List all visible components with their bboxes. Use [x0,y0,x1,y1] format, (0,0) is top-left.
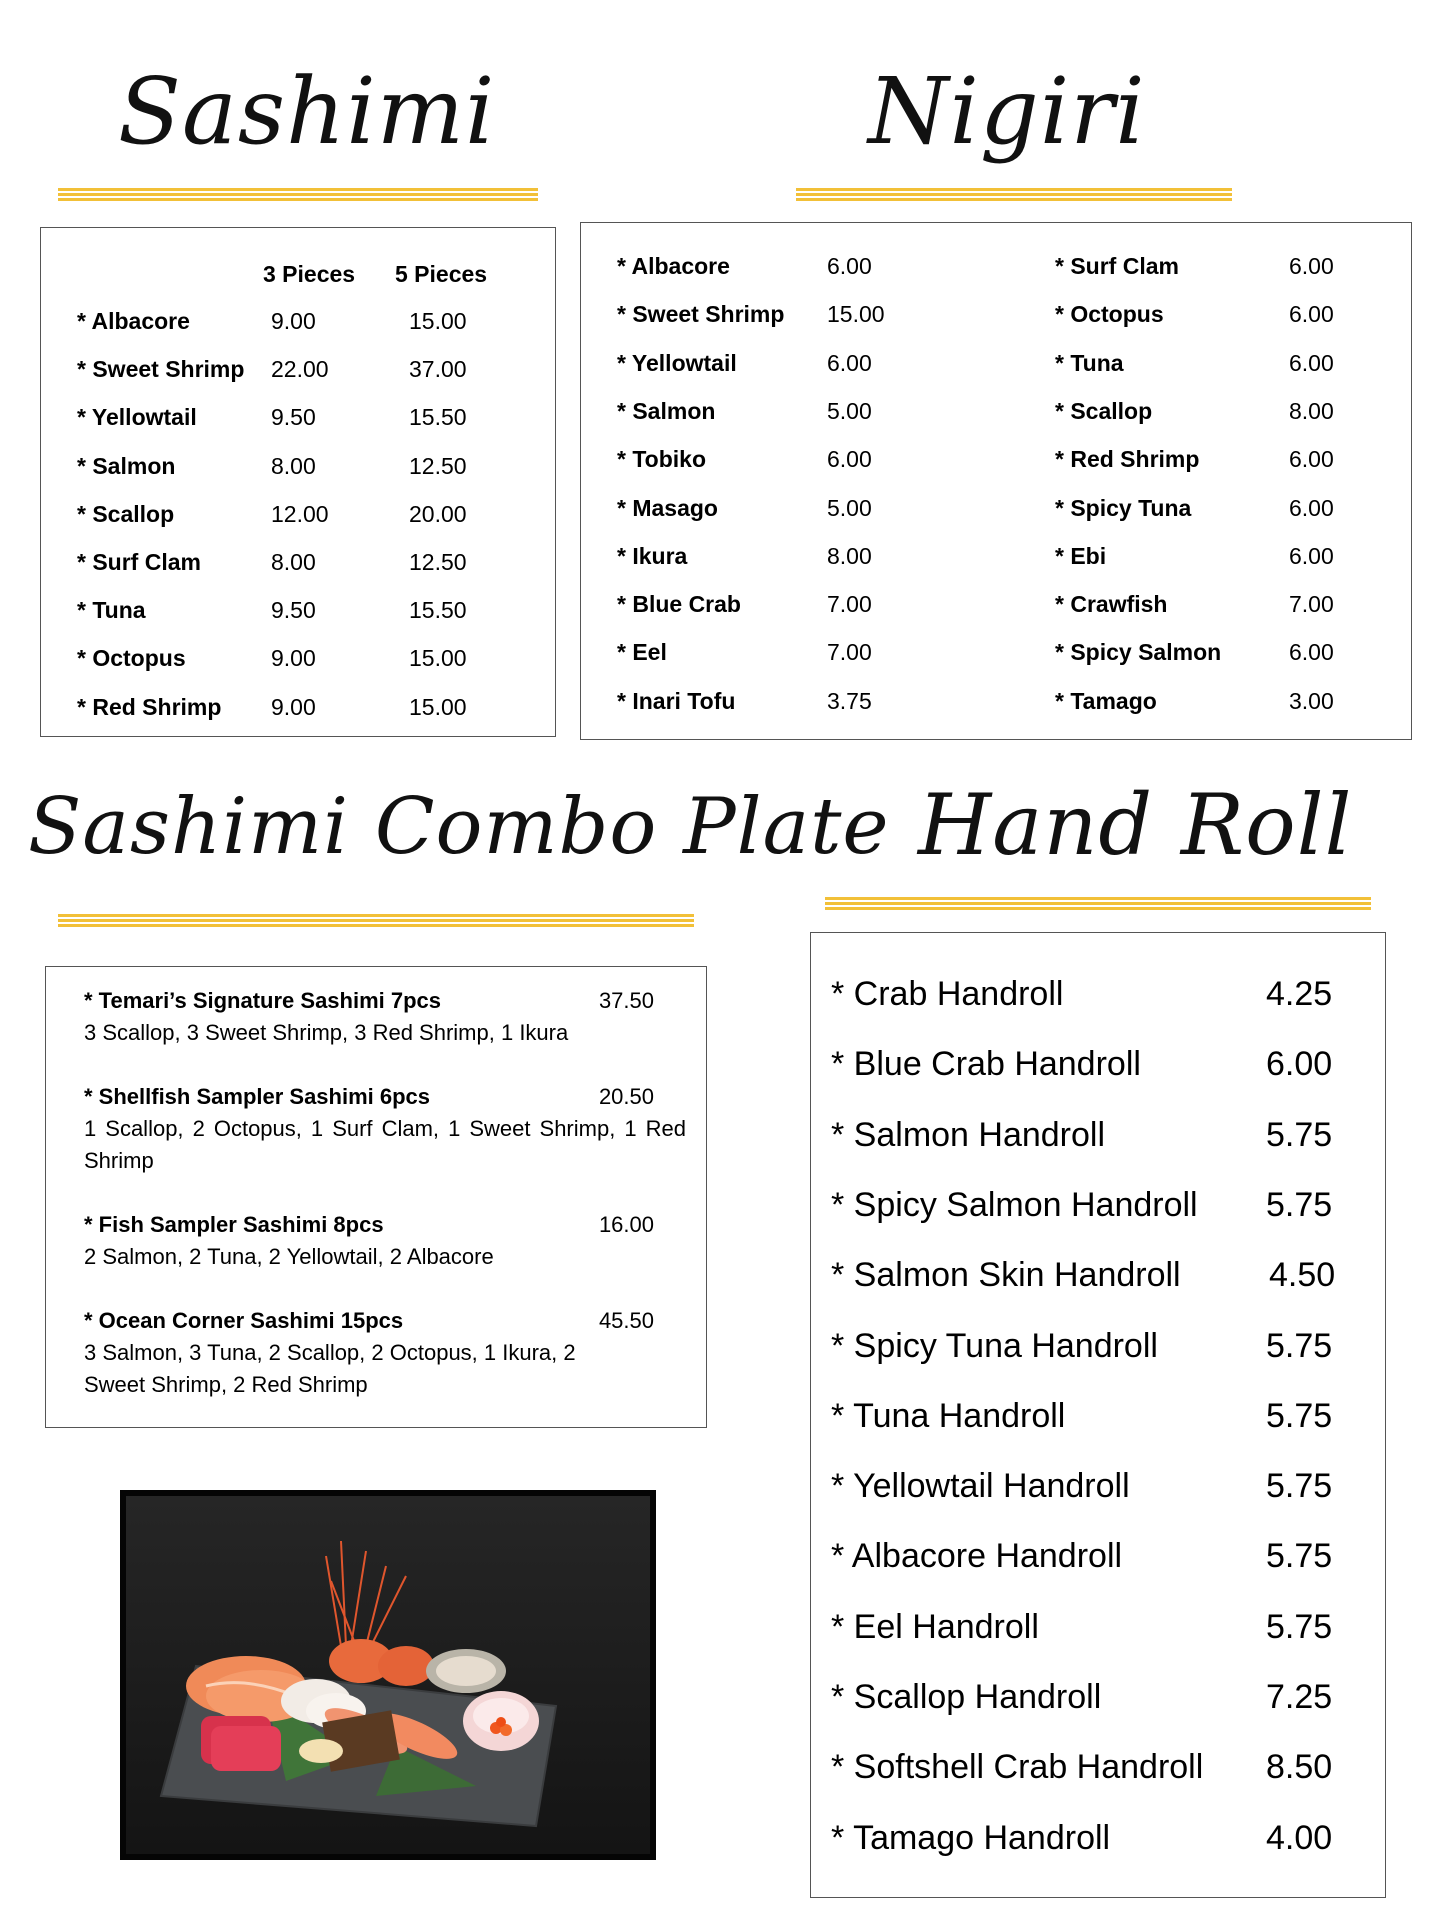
sashimi-plate-illustration [126,1496,650,1854]
sashimi-price-5pcs: 15.00 [409,693,467,720]
sashimi-price-5pcs: 20.00 [409,500,467,527]
nigiri-title-underline [796,188,1232,202]
handroll-item-price: 7.25 [1266,1678,1333,1716]
combo-item [84,1209,686,1273]
combo-item [84,985,686,1049]
handroll-item-price: 5.75 [1266,1537,1333,1576]
sashimi-price-3pcs: 9.00 [271,645,316,672]
combo-item-name: * Fish Sampler Sashimi 8pcs [84,1212,384,1237]
sashimi-item-name: * Tuna [77,597,146,624]
sashimi-column-header [41,261,555,293]
combo-item [84,1305,686,1401]
sashimi-item-row [41,597,555,629]
handroll-item-row [811,1537,1385,1587]
combo-item-name: * Temari’s Signature Sashimi 7pcs [84,988,442,1013]
sashimi-item-row [41,501,555,533]
combo-item-price: 45.50 [598,1308,654,1333]
nigiri-item-name: * Spicy Tuna [1055,494,1192,521]
sashimi-title: Sashimi [118,58,496,165]
combo-item-header [84,1305,686,1337]
nigiri-item-price: 6.00 [1289,542,1334,569]
handroll-item-name: * Softshell Crab Handroll [831,1748,1204,1787]
handroll-item-row [811,1678,1385,1728]
handroll-item-price: 4.50 [1269,1256,1336,1295]
nigiri-item-name: * Red Shrimp [1055,446,1200,473]
combo-item-description: 3 Salmon, 3 Tuna, 2 Scallop, 2 Octopus, 1 Ikura, 2 Sweet Shrimp, 2 Red Shrimp [84,1340,576,1397]
nigiri-item-price: 6.00 [1289,639,1334,666]
sashimi-price-3pcs: 9.50 [271,597,316,624]
nigiri-item-price: 15.00 [827,301,885,328]
nigiri-item-price: 6.00 [1289,301,1334,328]
sashimi-plate-photo [120,1490,656,1860]
nigiri-item-price: 6.00 [827,446,872,473]
nigiri-item-row [581,398,1411,430]
nigiri-item-row [581,446,1411,478]
nigiri-item-name: * Eel [617,639,667,666]
sashimi-item-row [41,645,555,677]
handroll-item-name: * Salmon Skin Handroll [831,1256,1181,1295]
handroll-item-price: 4.25 [1266,975,1333,1013]
handroll-title: Hand Roll [918,776,1353,874]
nigiri-item-price: 6.00 [1289,253,1334,279]
handroll-item-price: 5.75 [1266,1467,1333,1506]
nigiri-item-name: * Octopus [1055,301,1164,328]
nigiri-item-row [581,543,1411,575]
sashimi-price-box [40,227,556,737]
handroll-item-row [811,1608,1385,1658]
nigiri-item-name: * Scallop [1055,397,1153,424]
handroll-item-name: * Blue Crab Handroll [831,1045,1141,1084]
sashimi-price-3pcs: 8.00 [271,549,316,575]
combo-item-description: 2 Salmon, 2 Tuna, 2 Yellowtail, 2 Albacore [84,1244,494,1269]
nigiri-item-row [581,301,1411,333]
handroll-item-row [811,1116,1385,1166]
sashimi-col-3-pieces: 3 Pieces [263,261,356,287]
sashimi-price-3pcs: 9.00 [271,308,316,334]
handroll-item-price: 4.00 [1266,1818,1333,1857]
handroll-item-price: 5.75 [1266,1185,1333,1224]
sashimi-item-name: * Albacore [77,308,190,334]
handroll-item-price: 5.75 [1266,1607,1333,1646]
handroll-item-name: * Salmon Handroll [831,1115,1106,1154]
handroll-item-price: 5.75 [1266,1115,1333,1154]
nigiri-item-name: * Blue Crab [617,591,741,618]
nigiri-item-row [581,350,1411,382]
combo-item-price: 20.50 [598,1084,654,1109]
sashimi-item-name: * Scallop [77,500,175,527]
handroll-title-underline [825,897,1371,911]
nigiri-item-name: * Salmon [617,397,716,424]
nigiri-item-name: * Ikura [617,542,688,569]
handroll-item-name: * Spicy Salmon Handroll [831,1185,1198,1224]
sashimi-price-3pcs: 9.00 [271,693,316,720]
combo-title: Sashimi Combo Plate [28,782,890,872]
handroll-item-name: * Albacore Handroll [831,1537,1123,1576]
handroll-item-name: * Scallop Handroll [831,1678,1102,1716]
sashimi-price-5pcs: 12.50 [409,549,467,575]
nigiri-item-row [581,253,1411,285]
sashimi-item-name: * Yellowtail [77,404,197,431]
nigiri-item-name: * Tamago [1055,687,1157,714]
sashimi-item-name: * Surf Clam [77,549,201,575]
combo-item-name: * Ocean Corner Sashimi 15pcs [84,1308,404,1333]
nigiri-item-name: * Sweet Shrimp [617,301,785,328]
combo-title-underline [58,914,694,928]
combo-item-header [84,1081,686,1113]
sashimi-item-row [41,453,555,485]
sashimi-item-row [41,694,555,726]
nigiri-item-row [581,495,1411,527]
sashimi-title-underline [58,188,538,202]
handroll-item-name: * Tuna Handroll [831,1396,1066,1435]
nigiri-item-price: 6.00 [1289,349,1334,376]
combo-item-description: 3 Scallop, 3 Sweet Shrimp, 3 Red Shrimp, 1 Ikura [84,1020,569,1045]
handroll-item-row [811,1186,1385,1236]
nigiri-item-price: 5.00 [827,397,872,424]
nigiri-price-box [580,222,1412,740]
nigiri-item-row [581,688,1411,720]
sashimi-price-3pcs: 8.00 [271,452,316,479]
nigiri-item-name: * Albacore [617,253,730,279]
combo-item-header [84,1209,686,1241]
nigiri-item-price: 7.00 [1289,591,1334,618]
sashimi-price-3pcs: 9.50 [271,404,316,431]
handroll-item-name: * Crab Handroll [831,975,1064,1013]
sashimi-item-row [41,308,555,340]
handroll-item-name: * Yellowtail Handroll [831,1467,1130,1506]
handroll-item-price: 8.50 [1266,1748,1333,1787]
sashimi-price-3pcs: 12.00 [271,500,329,527]
handroll-item-name: * Eel Handroll [831,1607,1039,1646]
sashimi-item-name: * Salmon [77,452,176,479]
nigiri-item-name: * Masago [617,494,718,521]
combo-item-header [84,985,686,1017]
handroll-item-price: 5.75 [1266,1396,1333,1435]
sashimi-item-row [41,549,555,581]
nigiri-item-name: * Tobiko [617,446,707,473]
nigiri-item-name: * Surf Clam [1055,253,1179,279]
nigiri-item-price: 7.00 [827,639,872,666]
combo-price-box [45,966,707,1428]
handroll-item-row [811,1819,1385,1869]
nigiri-item-name: * Tuna [1055,349,1124,376]
handroll-item-row [811,1397,1385,1447]
sashimi-item-row [41,356,555,388]
handroll-item-name: * Spicy Tuna Handroll [831,1326,1158,1365]
nigiri-item-price: 6.00 [1289,446,1334,473]
nigiri-item-row [581,591,1411,623]
combo-item-description: 1 Scallop, 2 Octopus, 1 Surf Clam, 1 Sweet Shrimp, 1 Red Shrimp [84,1116,686,1173]
sashimi-item-name: * Sweet Shrimp [77,356,245,383]
nigiri-item-price: 6.00 [827,253,872,279]
sashimi-price-5pcs: 15.00 [409,645,467,672]
nigiri-item-name: * Spicy Salmon [1055,639,1222,666]
combo-item-price: 16.00 [598,1212,654,1237]
nigiri-item-name: * Yellowtail [617,349,737,376]
sashimi-price-5pcs: 12.50 [409,452,467,479]
sashimi-price-5pcs: 37.00 [409,356,467,383]
nigiri-item-price: 3.00 [1289,687,1334,714]
combo-item-name: * Shellfish Sampler Sashimi 6pcs [84,1084,431,1109]
nigiri-item-price: 8.00 [1289,397,1334,424]
sashimi-price-3pcs: 22.00 [271,356,329,383]
sashimi-item-name: * Octopus [77,645,186,672]
combo-item-price: 37.50 [598,988,654,1013]
combo-item [84,1081,686,1177]
sashimi-col-5-pieces: 5 Pieces [395,261,488,287]
nigiri-item-price: 6.00 [827,349,872,376]
handroll-item-row [811,975,1385,1025]
nigiri-item-row [581,639,1411,671]
sashimi-price-5pcs: 15.50 [409,597,467,624]
handroll-item-name: * Tamago Handroll [831,1818,1111,1857]
nigiri-title: Nigiri [868,58,1146,165]
handroll-item-price: 5.75 [1266,1326,1333,1365]
nigiri-item-price: 3.75 [827,687,872,714]
nigiri-item-name: * Crawfish [1055,591,1168,618]
sashimi-price-5pcs: 15.00 [409,308,467,334]
handroll-item-row [811,1327,1385,1377]
sashimi-price-5pcs: 15.50 [409,404,467,431]
handroll-price-box [810,932,1386,1898]
nigiri-item-price: 7.00 [827,591,872,618]
handroll-item-row [811,1467,1385,1517]
nigiri-item-name: * Ebi [1055,542,1107,569]
handroll-item-row [811,1256,1385,1306]
sashimi-item-name: * Red Shrimp [77,693,222,720]
nigiri-item-price: 5.00 [827,494,872,521]
handroll-item-row [811,1045,1385,1095]
handroll-item-row [811,1748,1385,1798]
sashimi-item-row [41,404,555,436]
nigiri-item-price: 8.00 [827,542,872,569]
nigiri-item-price: 6.00 [1289,494,1334,521]
handroll-item-price: 6.00 [1266,1045,1333,1084]
nigiri-item-name: * Inari Tofu [617,687,736,714]
